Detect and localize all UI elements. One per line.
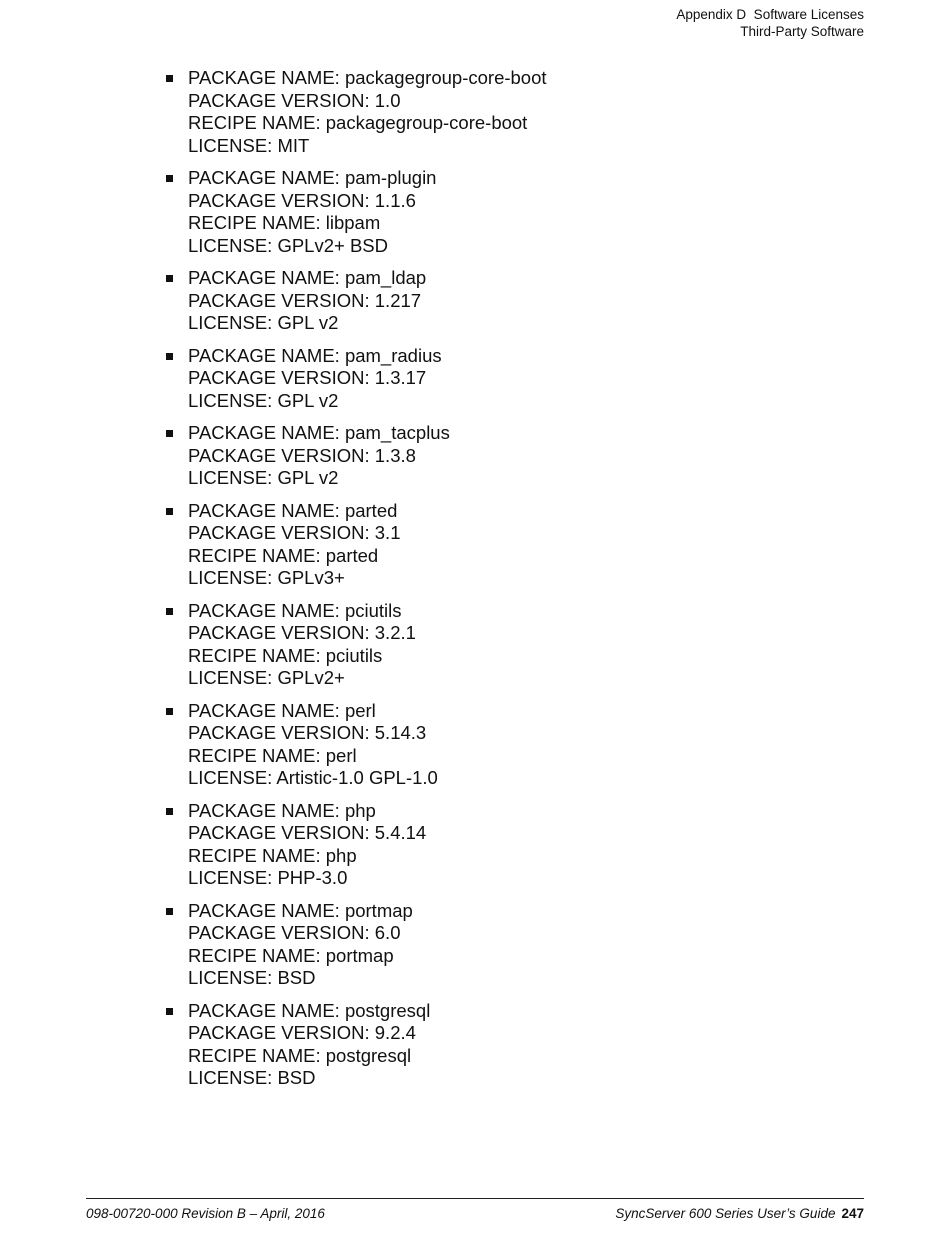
package-version: PACKAGE VERSION: 5.14.3 bbox=[188, 722, 427, 743]
bullet-square-icon bbox=[166, 808, 173, 815]
license: LICENSE: GPL v2 bbox=[188, 389, 339, 411]
package-name: PACKAGE NAME: postgresql bbox=[188, 999, 431, 1021]
package-name: PACKAGE NAME: pam_radius bbox=[188, 344, 442, 366]
package-version: PACKAGE VERSION: 3.2.1 bbox=[188, 622, 416, 643]
package-name: PACKAGE NAME: pam_tacplus bbox=[188, 422, 450, 443]
package-version: PACKAGE VERSION: 1.3.8 bbox=[188, 444, 416, 466]
page-number: 247 bbox=[841, 1206, 864, 1221]
license: LICENSE: Artistic-1.0 GPL-1.0 bbox=[188, 767, 438, 788]
package-version: PACKAGE VERSION: 6.0 bbox=[188, 922, 401, 943]
package-entry bbox=[162, 800, 782, 890]
license: LICENSE: GPLv2+ bbox=[188, 667, 345, 688]
footer-guide-title: SyncServer 600 Series User’s Guide bbox=[615, 1206, 836, 1221]
package-entry bbox=[162, 900, 782, 990]
bullet-square-icon bbox=[166, 708, 173, 715]
package-entry bbox=[162, 500, 782, 590]
package-version: PACKAGE VERSION: 5.4.14 bbox=[188, 822, 427, 843]
package-name: PACKAGE NAME: pam_ldap bbox=[188, 267, 427, 288]
package-entry bbox=[162, 422, 782, 490]
package-entry bbox=[162, 167, 782, 257]
license: LICENSE: GPL v2 bbox=[188, 312, 339, 333]
recipe-name: RECIPE NAME: parted bbox=[188, 544, 379, 566]
package-list bbox=[162, 67, 782, 1100]
package-name: PACKAGE NAME: portmap bbox=[188, 899, 413, 921]
recipe-name: RECIPE NAME: packagegroup-core-boot bbox=[188, 112, 528, 133]
package-version: PACKAGE VERSION: 1.1.6 bbox=[188, 189, 416, 211]
bullet-square-icon bbox=[166, 275, 173, 282]
package-name: PACKAGE NAME: packagegroup-core-boot bbox=[188, 67, 547, 88]
bullet-square-icon bbox=[166, 1008, 173, 1015]
license: LICENSE: GPL v2 bbox=[188, 467, 339, 488]
footer-divider bbox=[86, 1198, 864, 1199]
recipe-name: RECIPE NAME: perl bbox=[188, 744, 357, 766]
package-version: PACKAGE VERSION: 1.0 bbox=[188, 89, 401, 111]
footer-guide bbox=[615, 1206, 864, 1221]
package-entry bbox=[162, 267, 782, 335]
package-entry bbox=[162, 345, 782, 413]
package-entry bbox=[162, 1000, 782, 1090]
package-version: PACKAGE VERSION: 9.2.4 bbox=[188, 1022, 416, 1043]
package-name: PACKAGE NAME: parted bbox=[188, 499, 398, 521]
package-entry bbox=[162, 67, 782, 157]
license: LICENSE: GPLv3+ bbox=[188, 567, 345, 588]
package-version: PACKAGE VERSION: 1.3.17 bbox=[188, 367, 427, 388]
package-name: PACKAGE NAME: php bbox=[188, 799, 376, 821]
bullet-square-icon bbox=[166, 908, 173, 915]
bullet-square-icon bbox=[166, 430, 173, 437]
package-name: PACKAGE NAME: pciutils bbox=[188, 599, 402, 621]
bullet-square-icon bbox=[166, 75, 173, 82]
recipe-name: RECIPE NAME: php bbox=[188, 844, 357, 866]
header-section: Third-Party Software bbox=[740, 24, 864, 39]
bullet-square-icon bbox=[166, 508, 173, 515]
license: LICENSE: BSD bbox=[188, 1067, 316, 1088]
recipe-name: RECIPE NAME: postgresql bbox=[188, 1044, 412, 1066]
package-name: PACKAGE NAME: pam-plugin bbox=[188, 167, 437, 188]
license: LICENSE: GPLv2+ BSD bbox=[188, 234, 388, 256]
running-header bbox=[676, 6, 864, 40]
header-chapter: Appendix D Software Licenses bbox=[676, 7, 864, 22]
recipe-name: RECIPE NAME: libpam bbox=[188, 212, 381, 233]
package-entry bbox=[162, 600, 782, 690]
bullet-square-icon bbox=[166, 608, 173, 615]
package-version: PACKAGE VERSION: 1.217 bbox=[188, 289, 422, 311]
recipe-name: RECIPE NAME: portmap bbox=[188, 944, 394, 966]
package-version: PACKAGE VERSION: 3.1 bbox=[188, 522, 401, 543]
bullet-square-icon bbox=[166, 175, 173, 182]
package-name: PACKAGE NAME: perl bbox=[188, 699, 376, 721]
license: LICENSE: BSD bbox=[188, 967, 316, 988]
bullet-square-icon bbox=[166, 353, 173, 360]
recipe-name: RECIPE NAME: pciutils bbox=[188, 644, 383, 666]
license: LICENSE: MIT bbox=[188, 134, 310, 156]
license: LICENSE: PHP-3.0 bbox=[188, 867, 348, 888]
footer-doc-id: 098-00720-000 Revision B – April, 2016 bbox=[86, 1206, 325, 1221]
package-entry bbox=[162, 700, 782, 790]
